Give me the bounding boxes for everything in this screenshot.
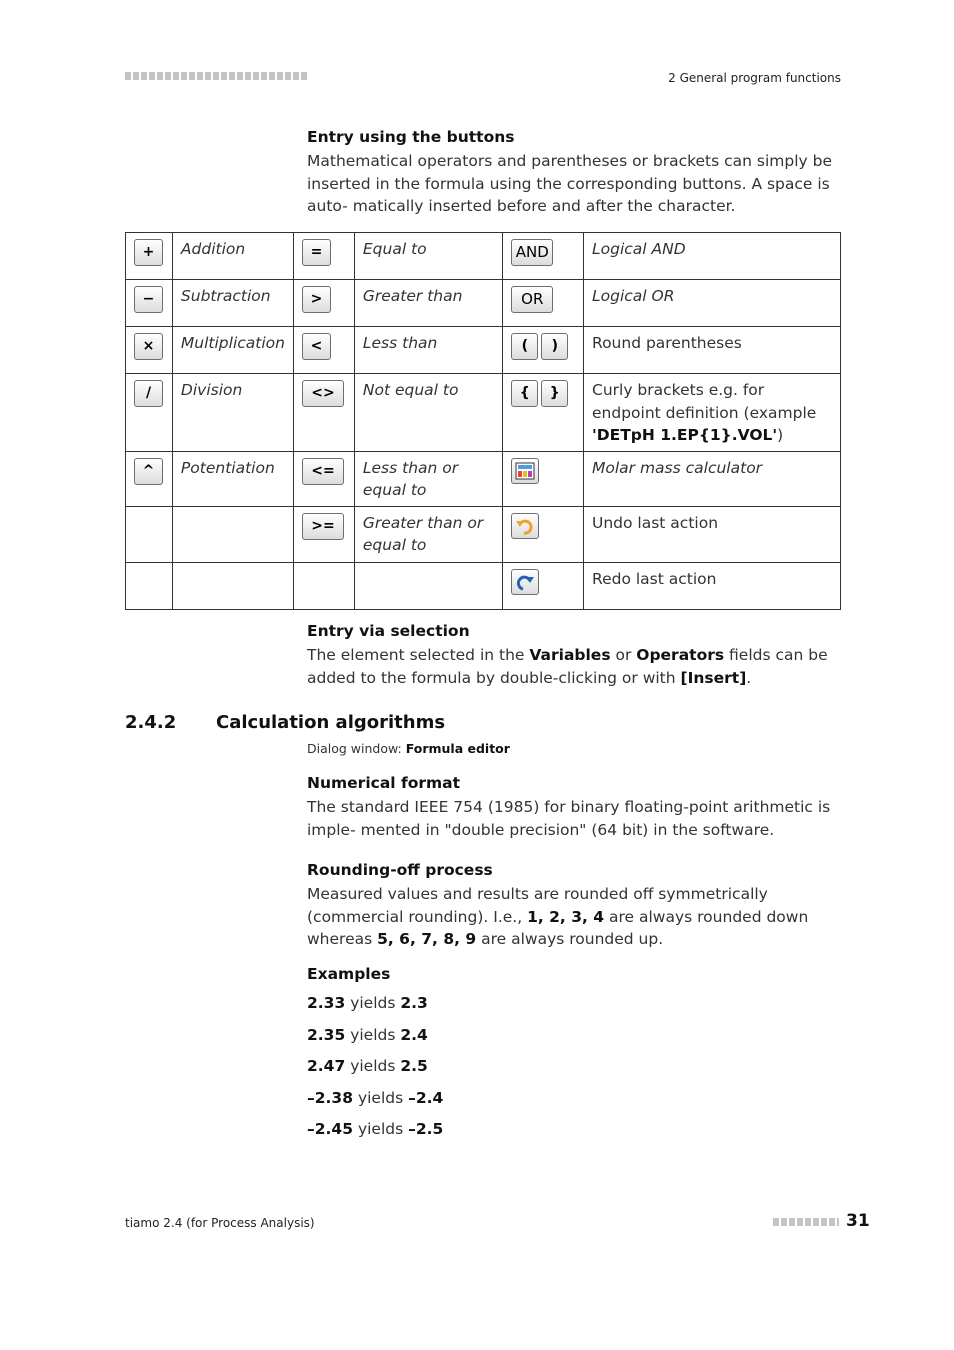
table-row	[126, 451, 841, 506]
less-than-button[interactable]: <	[302, 333, 331, 360]
operator-label: Redo last action	[584, 562, 841, 609]
operator-label: Less than	[354, 327, 502, 374]
list-item: 2.33 yields 2.3	[307, 994, 428, 1012]
and-button[interactable]: AND	[511, 239, 553, 266]
list-item: 2.47 yields 2.5	[307, 1057, 428, 1075]
entry-buttons-section	[307, 128, 840, 218]
operator-label: Curly brackets e.g. for endpoint definition (example 'DETpH 1.EP{1}.VOL')	[584, 374, 841, 452]
list-item: –2.45 yields –2.5	[307, 1120, 444, 1138]
entry-selection-section	[307, 622, 840, 689]
operator-label: Division	[172, 374, 293, 452]
open-paren-button[interactable]: (	[511, 333, 538, 360]
undo-button[interactable]	[511, 513, 539, 539]
operator-label: Equal to	[354, 233, 502, 280]
numerical-format-text: The standard IEEE 754 (1985) for binary floating-point arithmetic is imple- mented in "double precision" (64 bit) in the software.	[307, 798, 831, 839]
close-paren-button[interactable]: )	[541, 333, 568, 360]
close-curly-button[interactable]: }	[541, 380, 568, 407]
page-number: 31	[846, 1211, 870, 1231]
numerical-format-heading: Numerical format	[307, 774, 461, 792]
table-row	[126, 233, 841, 280]
not-equal-button[interactable]: <>	[302, 380, 344, 407]
footer-product: tiamo 2.4 (for Process Analysis)	[125, 1216, 315, 1230]
section-number: 2.4.2	[125, 712, 177, 733]
or-button[interactable]: OR	[511, 286, 553, 313]
list-item: –2.38 yields –2.4	[307, 1088, 444, 1107]
entry-buttons-heading: Entry using the buttons	[307, 128, 515, 146]
operator-label: Not equal to	[354, 374, 502, 452]
open-curly-button[interactable]: {	[511, 380, 538, 407]
operator-label: Logical OR	[584, 280, 841, 327]
greater-than-button[interactable]: >	[302, 286, 331, 313]
operator-label: Addition	[172, 233, 293, 280]
less-equal-button[interactable]: <=	[302, 458, 344, 485]
table-row	[126, 506, 841, 562]
operator-label: Potentiation	[172, 451, 293, 506]
table-row	[126, 374, 841, 452]
section-heading	[125, 712, 445, 733]
redo-icon	[515, 573, 535, 591]
undo-icon	[515, 517, 535, 535]
table-row	[126, 280, 841, 327]
operator-label: Logical AND	[584, 233, 841, 280]
examples-section	[307, 965, 840, 1141]
molar-mass-calculator-button[interactable]	[511, 458, 539, 484]
list-item: 2.35 yields 2.4	[307, 1025, 428, 1044]
molar-mass-calculator-icon	[515, 462, 535, 480]
dialog-window-line: Dialog window: Formula editor	[307, 741, 510, 756]
footer-decoration	[773, 1218, 839, 1226]
operator-buttons-table	[125, 232, 841, 610]
running-header: 2 General program functions	[668, 71, 841, 85]
entry-selection-heading: Entry via selection	[307, 622, 470, 640]
example-list	[307, 992, 840, 1141]
operator-label: Subtraction	[172, 280, 293, 327]
operator-label: Undo last action	[584, 506, 841, 562]
operator-label: Multiplication	[172, 327, 293, 374]
power-button[interactable]: ^	[134, 458, 163, 485]
operator-label: Round parentheses	[584, 327, 841, 374]
rounding-text: Measured values and results are rounded off symmetrically (commercial rounding). I.e., 1, 2, 3, 4 are always rounded down whereas 5, 6, 7, 8, 9 are always rounded up.	[307, 885, 809, 948]
rounding-heading: Rounding-off process	[307, 861, 493, 879]
multiply-button[interactable]: ×	[134, 333, 163, 360]
divide-button[interactable]: /	[134, 380, 163, 407]
entry-buttons-text: Mathematical operators and parentheses or brackets can simply be inserted in the formula using the corresponding buttons. A space is auto- matically inserted before and after the character.	[307, 152, 833, 215]
header-decoration	[125, 72, 307, 80]
numerical-format-section	[307, 774, 840, 841]
examples-heading: Examples	[307, 965, 391, 983]
table-row	[126, 562, 841, 609]
operator-label: Less than or equal to	[354, 451, 502, 506]
minus-button[interactable]: −	[134, 286, 163, 313]
greater-equal-button[interactable]: >=	[302, 513, 344, 540]
redo-button[interactable]	[511, 569, 539, 595]
entry-selection-text: The element selected in the Variables or Operators fields can be added to the formula by double-clicking or with [Insert].	[307, 646, 828, 687]
rounding-section	[307, 861, 840, 951]
plus-button[interactable]: +	[134, 239, 163, 266]
table-row	[126, 327, 841, 374]
operator-label: Greater than or equal to	[354, 506, 502, 562]
section-title: Calculation algorithms	[216, 712, 446, 733]
operator-label: Molar mass calculator	[584, 451, 841, 506]
operator-label: Greater than	[354, 280, 502, 327]
equal-button[interactable]: =	[302, 239, 331, 266]
